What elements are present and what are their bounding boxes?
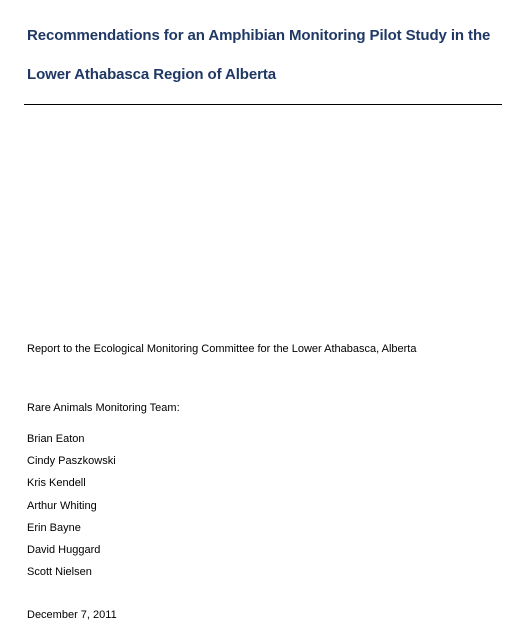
document-title-line-2: Lower Athabasca Region of Alberta (27, 66, 276, 83)
team-member: Kris Kendell (27, 477, 86, 490)
team-member: Scott Nielsen (27, 566, 92, 579)
document-title-line-1: Recommendations for an Amphibian Monitoring Pilot Study in the (27, 27, 491, 44)
team-member-list (27, 432, 116, 587)
team-member: David Huggard (27, 543, 101, 556)
report-recipient: Report to the Ecological Monitoring Committee for the Lower Athabasca, Alberta (27, 343, 417, 355)
title-divider (24, 104, 502, 105)
team-member: Cindy Paszkowski (27, 455, 116, 468)
team-label: Rare Animals Monitoring Team: (27, 402, 180, 414)
team-member: Arthur Whiting (27, 499, 97, 512)
report-date: December 7, 2011 (27, 609, 117, 621)
team-member: Erin Bayne (27, 521, 81, 534)
team-member: Brian Eaton (27, 433, 85, 445)
